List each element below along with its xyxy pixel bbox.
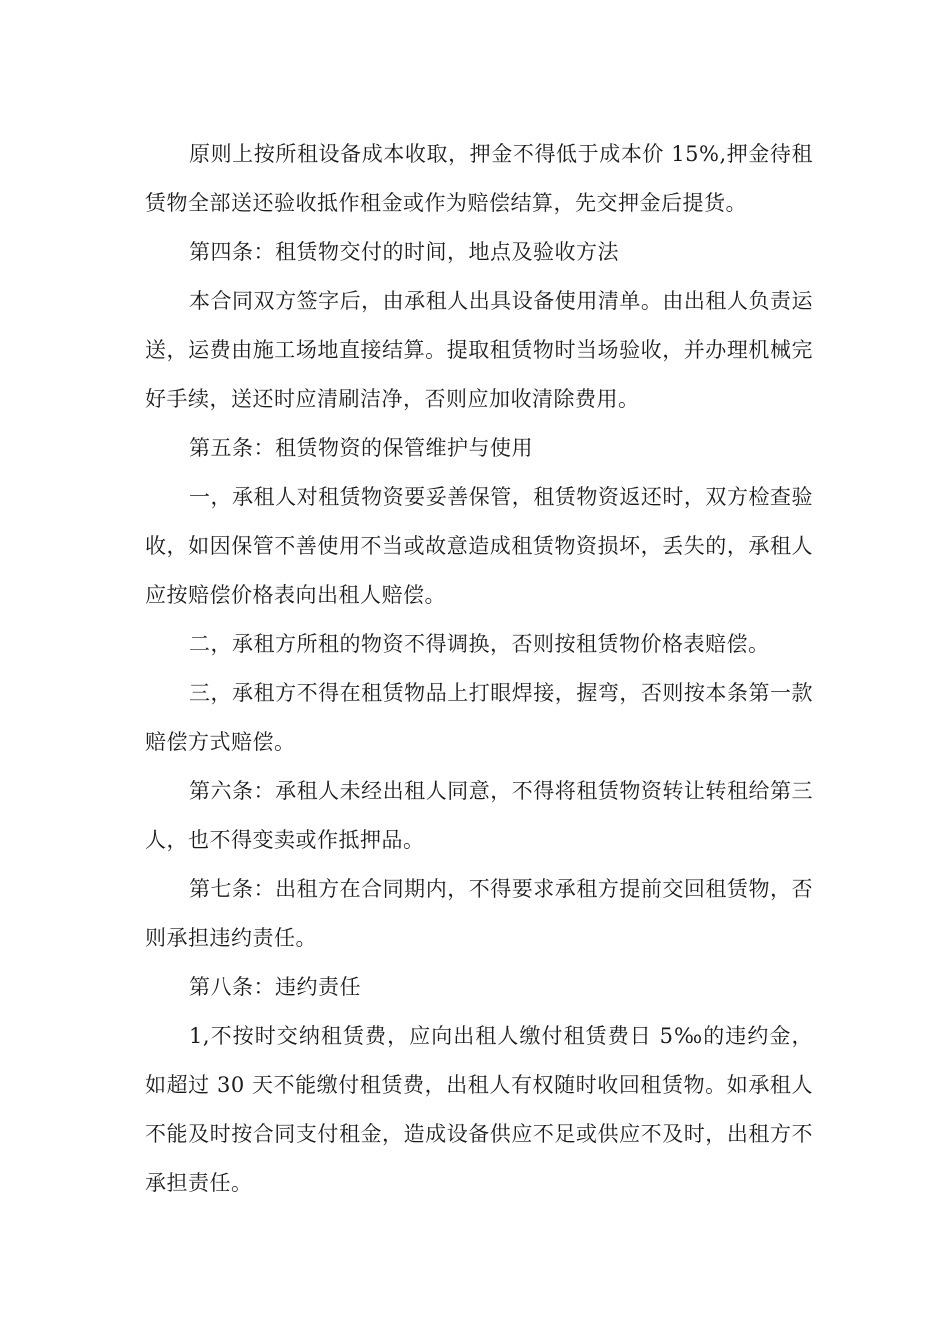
- heading-article-8: 第八条：违约责任: [189, 975, 361, 999]
- document-page: [145, 130, 813, 1208]
- paragraph-breach-1: 1,不按时交纳租赁费，应向出租人缴付租赁费日 5‰的违约金，如超过 30 天不能缴付租赁费，出租人有权随时收回租赁物。如承租人不能及时按合同支付租金，造成设备供应不足或供应不及时，出租方不承担责任。: [145, 1024, 813, 1195]
- paragraph-delivery: 本合同双方签字后，由承租人出具设备使用清单。由出租人负责运送，运费由施工场地直接结算。提取租赁物时当场验收，并办理机械完好手续，送还时应清刷洁净，否则应加收清除费用。: [145, 289, 813, 411]
- paragraph-article-6: 第六条：承租人未经出租人同意，不得将租赁物资转让转租给第三人，也不得变卖或作抵押品。: [145, 779, 813, 852]
- paragraph-custody-3: 三，承租方不得在租赁物品上打眼焊接，握弯，否则按本条第一款赔偿方式赔偿。: [145, 681, 813, 754]
- heading-article-5: 第五条：租赁物资的保管维护与使用: [189, 436, 533, 460]
- paragraph-custody-2: 二，承租方所租的物资不得调换，否则按租赁物价格表赔偿。: [189, 632, 770, 656]
- heading-article-4: 第四条：租赁物交付的时间，地点及验收方法: [189, 240, 619, 264]
- paragraph-deposit: 原则上按所租设备成本收取，押金不得低于成本价 15%,押金待租赁物全部送还验收抵作租金或作为赔偿结算，先交押金后提货。: [145, 142, 813, 215]
- paragraph-article-7: 第七条：出租方在合同期内，不得要求承租方提前交回租赁物，否则承担违约责任。: [145, 877, 813, 950]
- paragraph-custody-1: 一，承租人对租赁物资要妥善保管，租赁物资返还时，双方检查验收，如因保管不善使用不当或故意造成租赁物资损坏，丢失的，承租人应按赔偿价格表向出租人赔偿。: [145, 485, 813, 607]
